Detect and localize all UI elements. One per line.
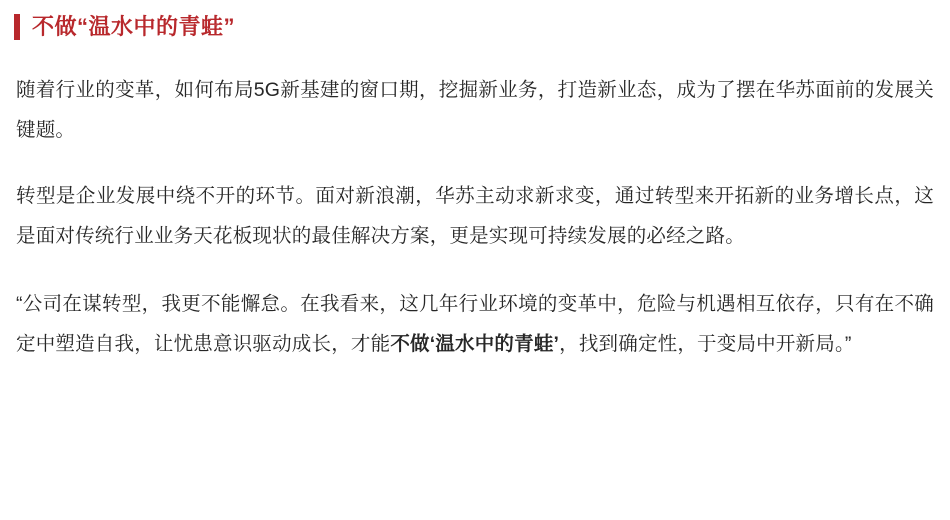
paragraph-1: 随着行业的变革，如何布局5G新基建的窗口期，挖掘新业务，打造新业态，成为了摆在华苏面前的发展关键题。 bbox=[16, 79, 934, 141]
section-heading bbox=[14, 0, 936, 46]
quote-text-before: “公司在谋转型，我更不能懈怠。在我看来，这几年行业环境的变革中，危险与机遇相互依存，只有在不确定中塑造自我，让忧患意识驱动成长，才能 bbox=[16, 293, 934, 355]
heading-title: 不做“温水中的青蛙” bbox=[32, 14, 236, 39]
heading-accent-bar bbox=[14, 14, 20, 40]
paragraph-2: 转型是企业发展中绕不开的环节。面对新浪潮，华苏主动求新求变，通过转型来开拓新的业务增长点，这是面对传统行业业务天花板现状的最佳解决方案，更是实现可持续发展的必经之路。 bbox=[16, 185, 934, 247]
quote-text-after: ，找到确定性，于变局中开新局。” bbox=[559, 333, 852, 355]
pull-quote bbox=[14, 284, 936, 364]
quote-emphasis: 不做‘温水中的青蛙’ bbox=[390, 333, 560, 355]
